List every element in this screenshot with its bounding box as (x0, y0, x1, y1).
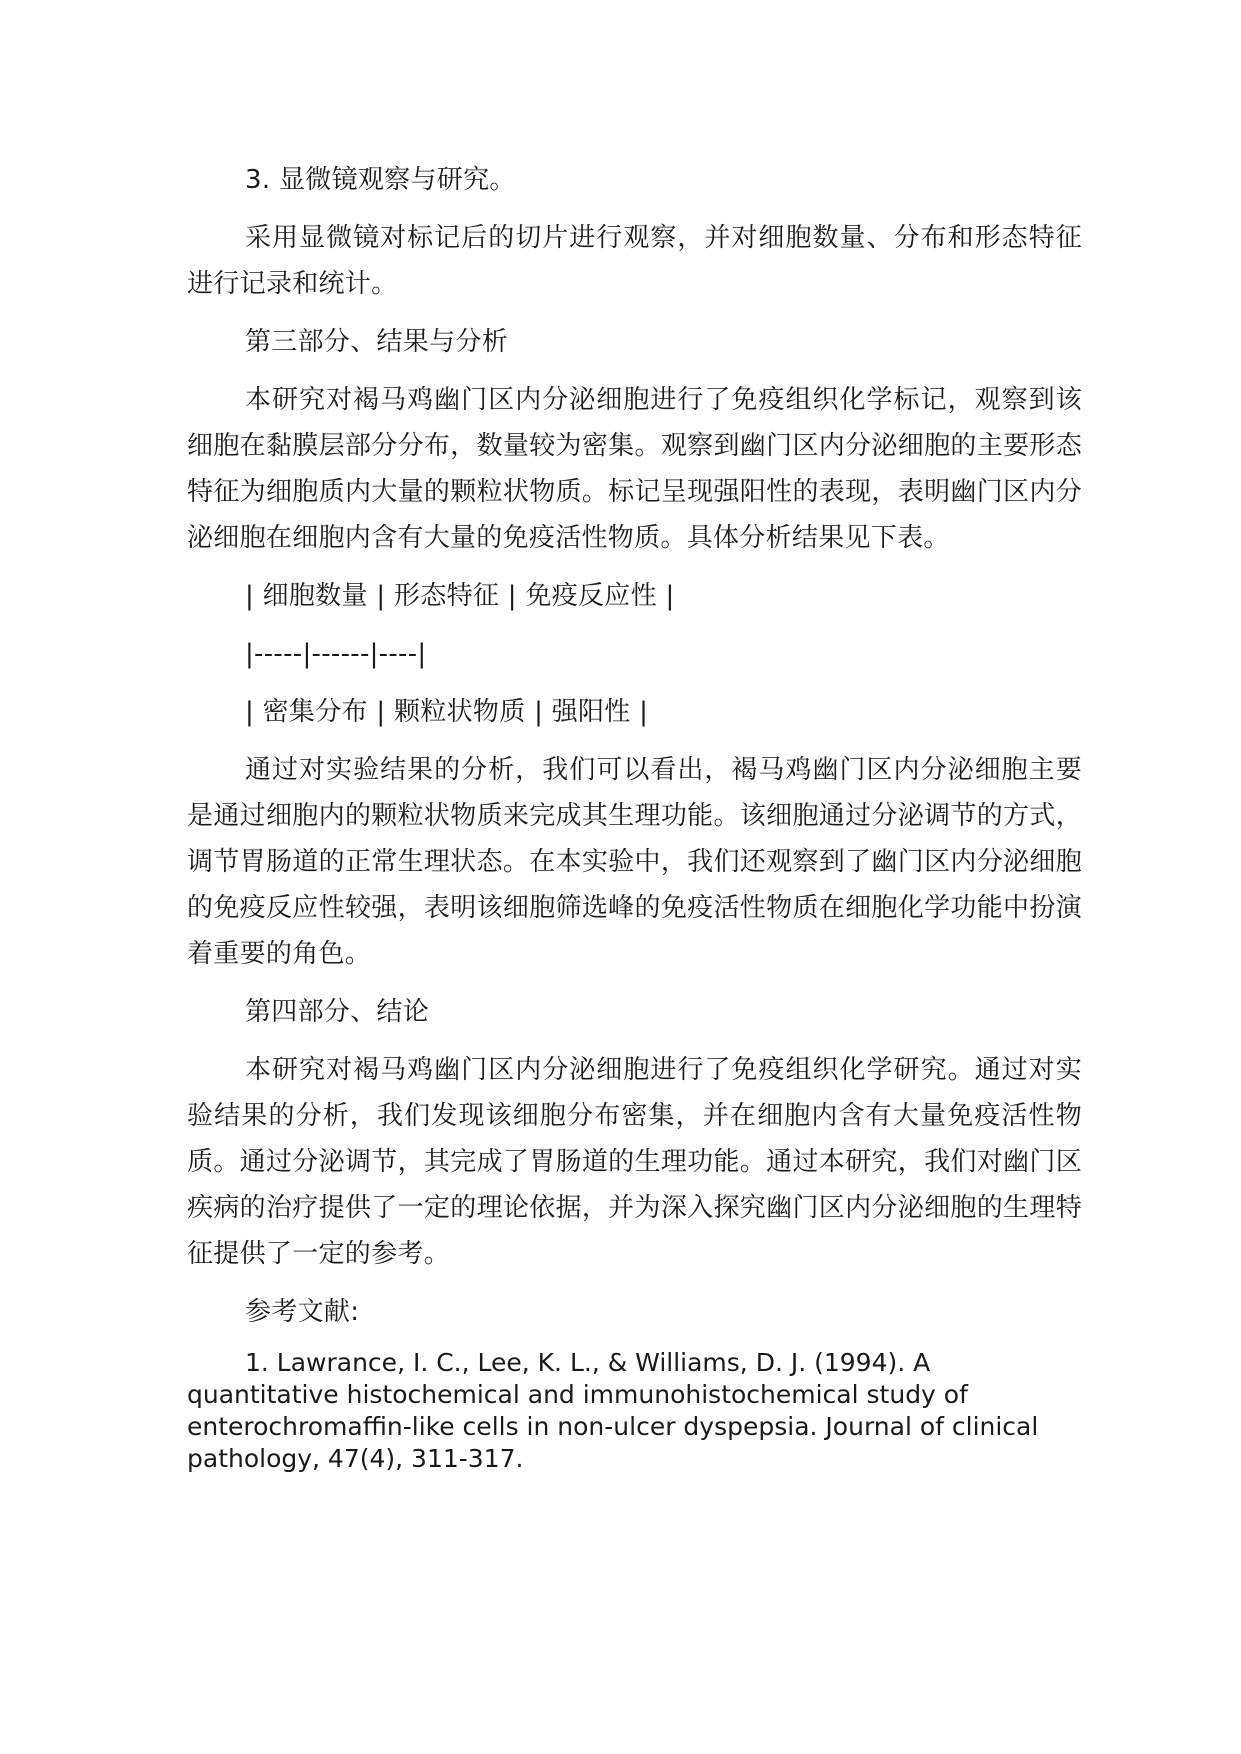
section-heading-conclusion: 第四部分、结论 (245, 997, 430, 1027)
document-body (187, 157, 1082, 1475)
section-heading-results: 第三部分、结果与分析 (245, 327, 509, 357)
reference-item: 1. Lawrance, I. C., Lee, K. L., & Williams, D. J. (1994). A quantitative histochemical and immunohistochemical study of enterochromaffin-like cells in non-ulcer dyspepsia. Journal of clinical pathology, 47(4), 311-317. (187, 1348, 1039, 1473)
references-heading: 参考文献: (245, 1297, 360, 1327)
paragraph-analysis: 通过对实验结果的分析，我们可以看出，褐马鸡幽门区内分泌细胞主要是通过细胞内的颗粒状物质来完成其生理功能。该细胞通过分泌调节的方式，调节胃肠道的正常生理状态。在本实验中，我们还观察到了幽门区内分泌细胞的免疫反应性较强，表明该细胞筛选峰的免疫活性物质在细胞化学功能中扮演着重要的角色。 (187, 755, 1082, 969)
paragraph-microscopy-method: 采用显微镜对标记后的切片进行观察，并对细胞数量、分布和形态特征进行记录和统计。 (187, 223, 1082, 299)
table-divider-line: |-----|------|----| (245, 639, 427, 669)
paragraph-conclusion: 本研究对褐马鸡幽门区内分泌细胞进行了免疫组织化学研究。通过对实验结果的分析，我们发现该细胞分布密集，并在细胞内含有大量免疫活性物质。通过分泌调节，其完成了胃肠道的生理功能。通过本研究，我们对幽门区疾病的治疗提供了一定的理论依据，并为深入探究幽门区内分泌细胞的生理特征提供了一定的参考。 (187, 1055, 1082, 1269)
table-header-line: | 细胞数量 | 形态特征 | 免疫反应性 | (245, 581, 675, 611)
table-row-line: | 密集分布 | 颗粒状物质 | 强阳性 | (245, 697, 649, 727)
section-heading-microscopy: 3. 显微镜观察与研究。 (245, 165, 516, 195)
paragraph-results: 本研究对褐马鸡幽门区内分泌细胞进行了免疫组织化学标记，观察到该细胞在黏膜层部分分布，数量较为密集。观察到幽门区内分泌细胞的主要形态特征为细胞质内大量的颗粒状物质。标记呈现强阳性的表现，表明幽门区内分泌细胞在细胞内含有大量的免疫活性物质。具体分析结果见下表。 (187, 385, 1082, 553)
